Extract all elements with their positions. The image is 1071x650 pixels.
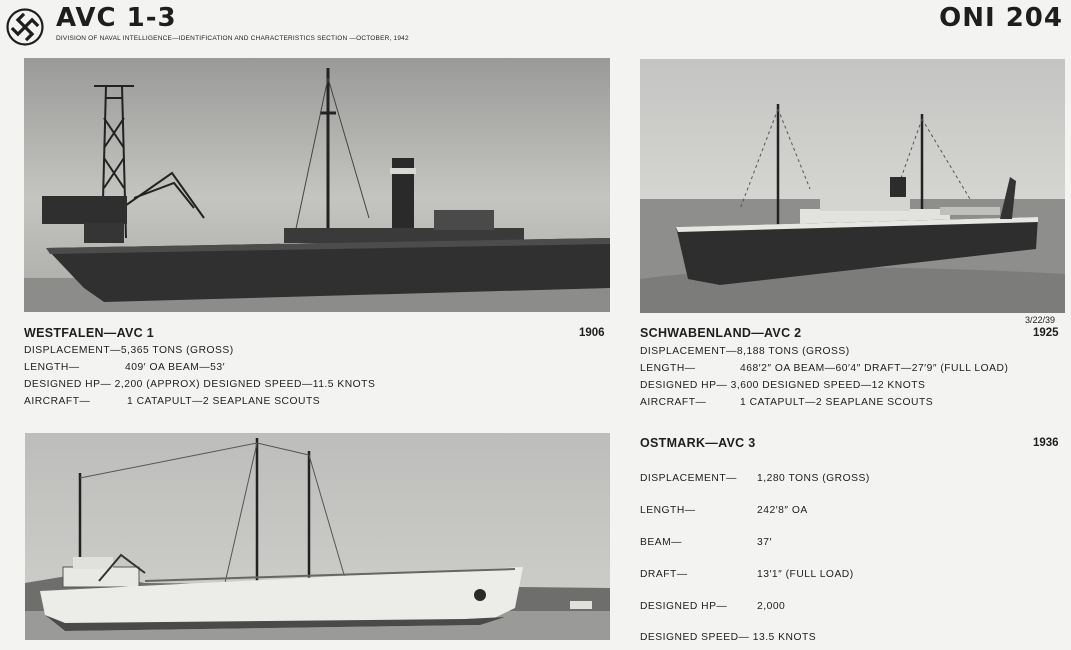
spec-label: AIRCRAFT— [24,396,91,407]
document-subtitle: DIVISION OF NAVAL INTELLIGENCE—IDENTIFICATION AND CHARACTERISTICS SECTION —OCTOBER, 1942 [56,35,409,42]
spec-label: LENGTH— [640,505,696,516]
ostmark-photo [25,433,610,640]
spec-row [640,394,1065,411]
spec-row [640,377,925,394]
spec-row [640,534,1065,551]
spec-label: DESIGNED HP— [640,601,728,612]
westfalen-specs [24,342,604,414]
spec-row [640,629,816,646]
spec-value: 409′ OA BEAM—53′ [125,362,226,373]
spec-label: LENGTH— [640,363,696,374]
spec-row [24,376,375,393]
spec-row [24,393,604,410]
spec-row [24,359,604,376]
westfalen-photo [24,58,610,312]
westfalen-year: 1906 [579,327,605,339]
spec-label: DISPLACEMENT— [24,345,121,356]
schwabenland-year: 1925 [1033,327,1059,339]
spec-value: 5,365 TONS (GROSS) [120,345,234,356]
photo-date: 3/22/39 [1025,315,1056,325]
schwabenland-specs [640,343,1065,415]
spec-label: BEAM— [640,537,682,548]
document-title: AVC 1-3 [56,3,177,33]
document-reference: ONI 204 [939,3,1063,33]
swastika-emblem-icon [6,8,44,46]
spec-value: 13′1″ (FULL LOAD) [757,569,854,580]
spec-value: 2,200 (APPROX) DESIGNED SPEED—11.5 KNOTS [114,379,376,390]
spec-label: AIRCRAFT— [640,397,707,408]
schwabenland-photo [640,59,1065,313]
spec-row [24,342,234,359]
spec-value: 3,600 DESIGNED SPEED—12 KNOTS [730,380,926,391]
spec-value: 468′2″ OA BEAM—60′4″ DRAFT—27′9″ (FULL LOAD) [740,363,1009,374]
spec-value: 8,188 TONS (GROSS) [736,346,850,357]
spec-value: 37′ [757,537,772,548]
ostmark-specs [640,470,1065,650]
spec-value: 1 CATAPULT—2 SEAPLANE SCOUTS [127,396,321,407]
spec-row [640,566,1065,583]
spec-label: DRAFT— [640,569,688,580]
spec-value: 1 CATAPULT—2 SEAPLANE SCOUTS [740,397,934,408]
spec-label: LENGTH— [24,362,80,373]
spec-value: 13.5 KNOTS [752,632,817,643]
spec-label: DESIGNED HP— [640,380,728,391]
spec-label: DESIGNED SPEED— [640,632,750,643]
spec-row [640,343,850,360]
spec-row [640,470,1065,487]
spec-row [640,360,1065,377]
westfalen-name: WESTFALEN—AVC 1 [24,326,154,340]
ostmark-year: 1936 [1033,437,1059,449]
schwabenland-name: SCHWABENLAND—AVC 2 [640,326,802,340]
spec-value: 2,000 [757,601,786,612]
spec-row [640,598,1065,615]
spec-row [640,502,1065,519]
spec-value: 242′8″ OA [757,505,808,516]
spec-label: DISPLACEMENT— [640,346,737,357]
spec-label: DESIGNED HP— [24,379,112,390]
spec-value: 1,280 TONS (GROSS) [757,473,870,484]
ostmark-name: OSTMARK—AVC 3 [640,436,756,450]
spec-label: DISPLACEMENT— [640,473,737,484]
